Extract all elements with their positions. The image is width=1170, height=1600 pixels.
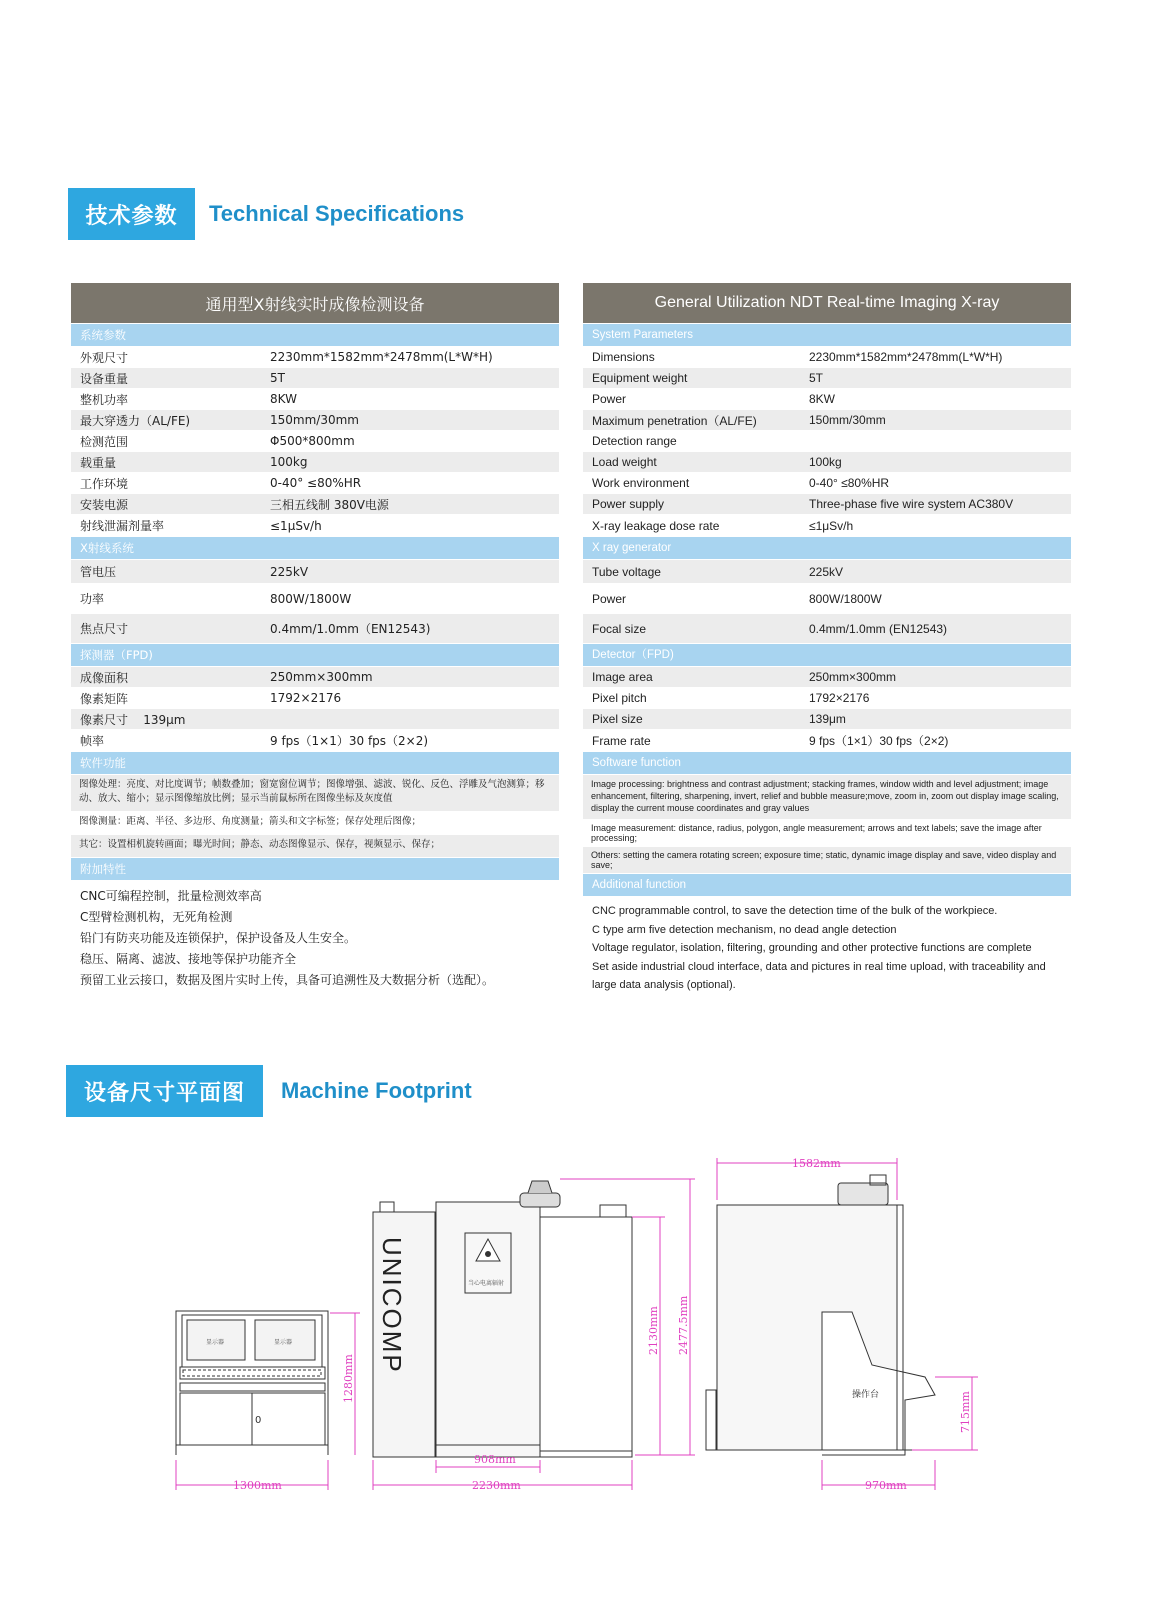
spec-section-header: [68, 188, 464, 240]
console-front: [176, 1311, 328, 1455]
list-item: CNC可编程控制，批量检测效率高: [80, 889, 262, 903]
table-title: General Utilization NDT Real-time Imaging X-ray: [583, 283, 1071, 323]
list-item: C型臂检测机构，无死角检测: [80, 910, 233, 924]
screen1-label: 显示器: [206, 1339, 225, 1346]
table-row: Power supply Three-phase five wire system AC380V: [583, 494, 1071, 514]
table-row: Pixel size 139μm: [583, 709, 1071, 729]
software-desc: Image processing: brightness and contrast adjustment; stacking frames, window width and level adjustment; image enhancement, filtering, sharpening, invert, relief and bubble measure;move, zoom in, zoom out display image scaling, display the current mouse coordinates and gray values: [583, 775, 1071, 819]
category-header: 软件功能: [71, 752, 559, 774]
table-row: Work environment 0-40° ≤80%HR: [592, 476, 890, 490]
extra-features: [583, 902, 1071, 995]
footprint-section-en: Machine Footprint: [281, 1078, 472, 1103]
table-row: 像素尺寸 139μm: [71, 709, 559, 729]
list-item: 预留工业云接口，数据及图片实时上传，具备可追溯性及大数据分析（选配）。: [80, 973, 495, 987]
cabinet-front: [373, 1181, 632, 1457]
dim-715: 715mm: [959, 1391, 972, 1433]
table-row: 外观尺寸 2230mm*1582mm*2478mm(L*W*H): [80, 350, 493, 365]
category-header: 探测器（FPD): [71, 644, 559, 666]
extra-features: [71, 886, 559, 991]
table-row: Dimensions 2230mm*1582mm*2478mm(L*W*H): [592, 350, 1003, 364]
table-row: Tube voltage 225kV: [583, 560, 1071, 583]
list-item: 稳压、隔离、滤波、接地等保护功能齐全: [80, 952, 297, 966]
door-handle: 0: [255, 1415, 262, 1426]
table-row: Focal size 0.4mm/1.0mm (EN12543): [583, 614, 1071, 643]
footprint-section-header: [66, 1065, 472, 1117]
spec-table-zh: [71, 283, 559, 991]
table-row: 整机功率 8KW: [80, 392, 297, 407]
table-row: 管电压 225kV: [71, 560, 559, 583]
table-row: Detection range: [592, 434, 677, 448]
category-header: X ray generator: [583, 537, 1071, 559]
table-row: Pixel pitch 1792×2176: [592, 691, 870, 705]
list-item: C type arm five detection mechanism, no dead angle detection: [592, 923, 897, 936]
warning-label: 当心电离辐射: [468, 1280, 505, 1287]
table-row: Power 8KW: [592, 392, 836, 406]
table-row: 检测范围 Φ500*800mm: [80, 434, 355, 449]
table-row: 成像面积 250mm×300mm: [71, 667, 559, 687]
table-row: X-ray leakage dose rate ≤1μSv/h: [592, 518, 854, 533]
category-header: 系统参数: [71, 324, 559, 346]
table-row: 焦点尺寸 0.4mm/1.0mm（EN12543): [71, 614, 559, 643]
list-item: 铅门有防夹功能及连锁保护，保护设备及人生安全。: [80, 931, 357, 945]
software-desc: 图像处理：亮度、对比度调节；帧数叠加；窗宽窗位调节；图像增强、滤波、锐化、反色、浮雕及气泡测算；移动、放大、缩小；显示图像缩放比例；显示当前鼠标所在图像坐标及灰度值: [71, 775, 559, 811]
table-row: 最大穿透力（AL/FE) 150mm/30mm: [71, 410, 559, 430]
table-row: Power 800W/1800W: [592, 591, 882, 606]
dim-1280: 1280mm: [342, 1354, 355, 1403]
category-header: 附加特性: [71, 858, 559, 880]
table-row: 像素矩阵 1792×2176: [80, 691, 342, 706]
table-row: Maximum penetration（AL/FE) 150mm/30mm: [583, 410, 1071, 430]
spec-section-en: Technical Specifications: [209, 201, 465, 226]
cabinet-side: [706, 1175, 935, 1455]
category-header: Additional function: [583, 874, 1071, 896]
footprint-section-zh: 设备尺寸平面图: [66, 1065, 263, 1117]
table-row: 帧率 9 fps（1×1）30 fps（2×2): [80, 734, 429, 748]
category-header: X射线系统: [71, 537, 559, 559]
software-desc: Others: setting the camera rotating screen; exposure time; static, dynamic image display and save, video display and save;: [583, 847, 1071, 873]
console-label: 操作台: [852, 1390, 880, 1400]
category-header: System Parameters: [583, 324, 1071, 346]
table-row: Frame rate 9 fps（1×1）30 fps（2×2): [592, 733, 949, 748]
dim-1300: 1300mm: [233, 1479, 282, 1492]
table-row: 载重量 100kg: [71, 452, 559, 472]
table-row: 设备重量 5T: [71, 368, 559, 388]
table-row: Equipment weight 5T: [583, 368, 1071, 388]
dim-2477: 2477.5mm: [677, 1295, 690, 1355]
dim-2130: 2130mm: [647, 1306, 660, 1355]
screen2-label: 显示器: [274, 1339, 293, 1346]
table-title: 通用型X射线实时成像检测设备: [71, 283, 559, 323]
category-header: Software function: [583, 752, 1071, 774]
spec-section-zh: 技术参数: [68, 188, 195, 240]
dim-908: 908mm: [474, 1453, 516, 1466]
software-desc: Image measurement: distance, radius, polygon, angle measurement; arrows and text labels; save the image after processing;: [591, 823, 1042, 843]
table-row: 工作环境 0-40° ≤80%HR: [80, 476, 362, 491]
list-item: Set aside industrial cloud interface, data and pictures in real time upload, with traceability and large data analysis (optional).: [592, 960, 1046, 991]
table-row: Load weight 100kg: [583, 452, 1071, 472]
table-row: 射线泄漏剂量率 ≤1μSv/h: [80, 518, 322, 533]
brand-label: UNICOMP: [377, 1237, 407, 1374]
list-item: CNC programmable control, to save the detection time of the bulk of the workpiece.: [592, 905, 998, 917]
software-desc: 其它：设置相机旋转画面；曝光时间；静态、动态图像显示、保存，视频显示、保存；: [71, 835, 559, 857]
category-header: Detector（FPD): [583, 644, 1071, 666]
list-item: Voltage regulator, isolation, filtering, grounding and other protective functions are complete: [592, 942, 1032, 954]
spec-table-en: [583, 283, 1071, 995]
table-row: 功率 800W/1800W: [80, 591, 352, 606]
table-row: Image area 250mm×300mm: [583, 667, 1071, 687]
footprint-drawing: [0, 1155, 1170, 1575]
table-row: 安装电源 三相五线制 380V电源: [71, 494, 559, 514]
dim-1582: 1582mm: [792, 1157, 841, 1170]
software-desc: 图像测量：距离、半径、多边形、角度测量；箭头和文字标签；保存处理后图像；: [79, 816, 422, 827]
dim-970: 970mm: [865, 1479, 907, 1492]
dim-2230: 2230mm: [472, 1479, 521, 1492]
